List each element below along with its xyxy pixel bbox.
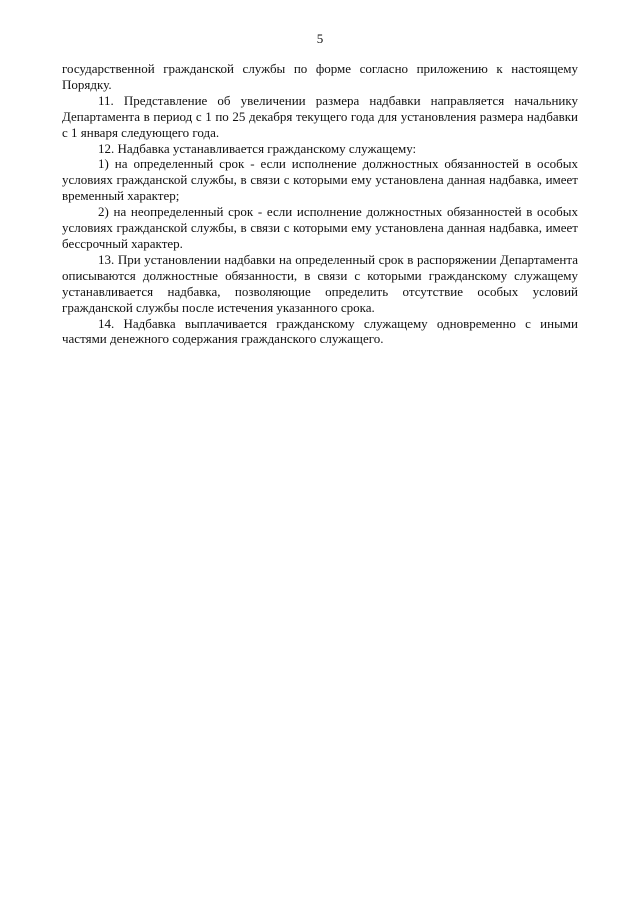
- paragraph-12: 12. Надбавка устанавливается гражданскому служащему:: [98, 140, 417, 156]
- document-body: [62, 61, 578, 347]
- page-number: 5: [316, 31, 324, 46]
- paragraph-continuation: государственной гражданской службы по форме согласно приложению к настоящему Порядку.: [62, 61, 578, 92]
- paragraph-13: 13. При установлении надбавки на определенный срок в распоряжении Департамента описываются должностные обязанности, в связи с которыми гражданскому служащему устанавливается надбавка, позволяющие определить отсутствие особых условий гражданской службы после истечения указанного срока.: [62, 251, 578, 315]
- paragraph-11: 11. Представление об увеличении размера надбавки направляется начальнику Департамента в период с 1 по 25 декабря текущего года для установления размера надбавки с 1 января следующего года.: [62, 92, 578, 140]
- paragraph-12-item-2: 2) на неопределенный срок - если исполнение должностных обязанностей в особых условиях гражданской службы, в связи с которыми ему установлена данная надбавка, имеет бессрочный характер.: [62, 204, 578, 251]
- paragraph-12-item-1: 1) на определенный срок - если исполнение должностных обязанностей в особых условиях гражданской службы, в связи с которыми ему установлена данная надбавка, имеет временный характер;: [62, 156, 578, 204]
- paragraph-14: 14. Надбавка выплачивается гражданскому служащему одновременно с иными частями денежного содержания гражданского служащего.: [62, 315, 578, 347]
